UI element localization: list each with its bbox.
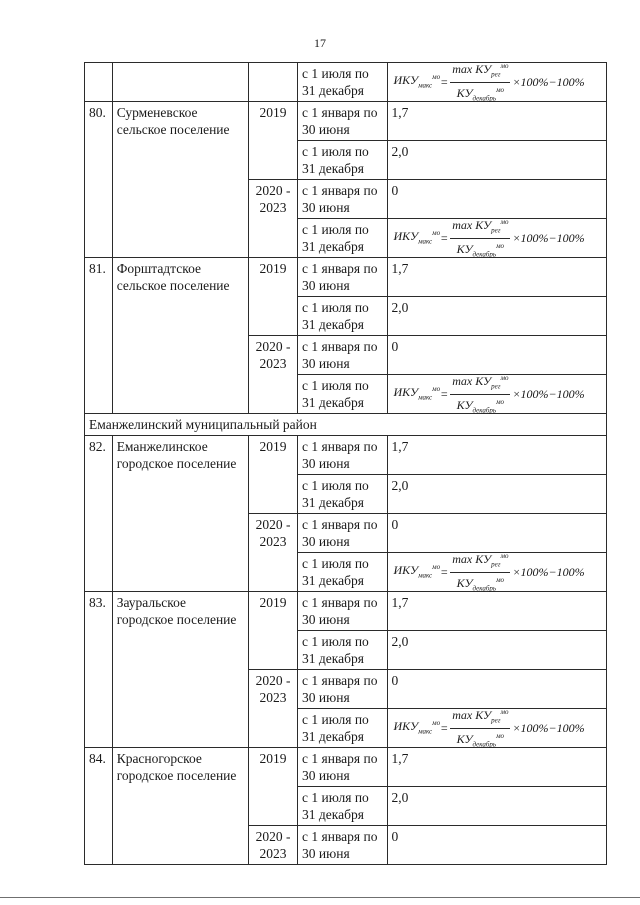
period-cell: с 1 июля по 31 декабря	[298, 63, 387, 102]
tariff-table	[84, 62, 607, 865]
formula	[392, 218, 602, 258]
value-cell: 0	[387, 514, 606, 553]
year-range-cell: 2020 - 2023	[249, 670, 298, 748]
formula	[392, 374, 602, 414]
formula-lhs: $ИКУ_{макс}^{мо}$	[393, 563, 441, 580]
year-cell: 2019	[249, 436, 298, 514]
value-cell: 2,0	[387, 475, 606, 514]
formula-tail: ×100%−100%	[512, 230, 585, 245]
period-cell: с 1 июля по 31 декабря	[298, 787, 387, 826]
table-row	[85, 63, 607, 102]
entry-number: 82.	[85, 436, 113, 592]
period-cell: с 1 января по 30 июня	[298, 436, 387, 475]
value-cell: 0	[387, 826, 606, 865]
value-cell: 1,7	[387, 258, 606, 297]
year-range-cell: 2020 - 2023	[249, 180, 298, 258]
formula	[392, 552, 602, 592]
entry-number: 81.	[85, 258, 113, 414]
period-cell: с 1 июля по 31 декабря	[298, 219, 387, 258]
entry-number: 84.	[85, 748, 113, 865]
region-title: Еманжелинский муниципальный район	[85, 414, 607, 436]
formula-fraction	[450, 215, 510, 261]
formula-cell	[387, 709, 606, 748]
entry-name: Форштадтское сельское поселение	[112, 258, 248, 414]
period-cell: с 1 июля по 31 декабря	[298, 709, 387, 748]
period-cell: с 1 июля по 31 декабря	[298, 297, 387, 336]
value-cell: 0	[387, 336, 606, 375]
entry-number: 83.	[85, 592, 113, 748]
cell-empty	[112, 63, 248, 102]
period-cell: с 1 января по 30 июня	[298, 670, 387, 709]
formula-tail: ×100%−100%	[512, 564, 585, 579]
table-row	[85, 436, 607, 475]
value-cell: 1,7	[387, 748, 606, 787]
cell-empty	[85, 63, 113, 102]
year-cell: 2019	[249, 102, 298, 180]
year-cell: 2019	[249, 748, 298, 826]
value-cell: 0	[387, 180, 606, 219]
table-row	[85, 102, 607, 141]
formula-denominator: $КУ_{декабрь}^{мо}$	[456, 575, 505, 592]
period-cell: с 1 июля по 31 декабря	[298, 375, 387, 414]
formula-numerator: $\max КУ_{рег}^{мо}$	[450, 549, 510, 572]
formula	[392, 62, 602, 102]
year-range-cell: 2020 - 2023	[249, 826, 298, 865]
formula-tail: ×100%−100%	[512, 720, 585, 735]
year-range-cell: 2020 - 2023	[249, 514, 298, 592]
formula-tail: ×100%−100%	[512, 74, 585, 89]
formula-cell	[387, 219, 606, 258]
equals-sign: =	[440, 564, 449, 579]
period-cell: с 1 января по 30 июня	[298, 826, 387, 865]
formula-lhs: $ИКУ_{макс}^{мо}$	[393, 385, 441, 402]
value-cell: 1,7	[387, 436, 606, 475]
value-cell: 2,0	[387, 141, 606, 180]
equals-sign: =	[440, 230, 449, 245]
formula-numerator: $\max КУ_{рег}^{мо}$	[450, 215, 510, 238]
entry-name: Еманжелинское городское поселение	[112, 436, 248, 592]
formula-fraction	[450, 705, 510, 751]
table-row	[85, 258, 607, 297]
year-cell: 2019	[249, 258, 298, 336]
value-cell: 2,0	[387, 297, 606, 336]
region-row	[85, 414, 607, 436]
table-row	[85, 592, 607, 631]
year-cell: 2019	[249, 592, 298, 670]
formula-fraction	[450, 59, 510, 105]
equals-sign: =	[440, 74, 449, 89]
table-row	[85, 748, 607, 787]
value-cell: 2,0	[387, 631, 606, 670]
formula-cell	[387, 553, 606, 592]
equals-sign: =	[440, 720, 449, 735]
period-cell: с 1 июля по 31 декабря	[298, 475, 387, 514]
entry-name: Красногорское городское поселение	[112, 748, 248, 865]
page-number: 17	[314, 36, 326, 50]
value-cell: 1,7	[387, 102, 606, 141]
formula-denominator: $КУ_{декабрь}^{мо}$	[456, 85, 505, 102]
value-cell: 2,0	[387, 787, 606, 826]
period-cell: с 1 января по 30 июня	[298, 180, 387, 219]
formula	[392, 708, 602, 748]
formula-cell	[387, 375, 606, 414]
period-cell: с 1 июля по 31 декабря	[298, 631, 387, 670]
period-cell: с 1 января по 30 июня	[298, 514, 387, 553]
period-cell: с 1 января по 30 июня	[298, 748, 387, 787]
page-bottom-rule	[0, 897, 640, 898]
formula-numerator: $\max КУ_{рег}^{мо}$	[450, 371, 510, 394]
period-cell: с 1 июля по 31 декабря	[298, 141, 387, 180]
formula-fraction	[450, 549, 510, 595]
formula-fraction	[450, 371, 510, 417]
formula-numerator: $\max КУ_{рег}^{мо}$	[450, 59, 510, 82]
period-cell: с 1 января по 30 июня	[298, 592, 387, 631]
period-cell: с 1 января по 30 июня	[298, 102, 387, 141]
period-cell: с 1 января по 30 июня	[298, 258, 387, 297]
cell-empty	[249, 63, 298, 102]
value-cell: 0	[387, 670, 606, 709]
formula-cell	[387, 63, 606, 102]
formula-denominator: $КУ_{декабрь}^{мо}$	[456, 241, 505, 258]
formula-lhs: $ИКУ_{макс}^{мо}$	[393, 719, 441, 736]
equals-sign: =	[440, 386, 449, 401]
formula-lhs: $ИКУ_{макс}^{мо}$	[393, 73, 441, 90]
entry-number: 80.	[85, 102, 113, 258]
formula-denominator: $КУ_{декабрь}^{мо}$	[456, 397, 505, 414]
entry-name: Зауральское городское поселение	[112, 592, 248, 748]
period-cell: с 1 января по 30 июня	[298, 336, 387, 375]
formula-tail: ×100%−100%	[512, 386, 585, 401]
value-cell: 1,7	[387, 592, 606, 631]
formula-lhs: $ИКУ_{макс}^{мо}$	[393, 229, 441, 246]
period-cell: с 1 июля по 31 декабря	[298, 553, 387, 592]
year-range-cell: 2020 - 2023	[249, 336, 298, 414]
formula-numerator: $\max КУ_{рег}^{мо}$	[450, 705, 510, 728]
formula-denominator: $КУ_{декабрь}^{мо}$	[456, 731, 505, 748]
entry-name: Сурменевское сельское поселение	[112, 102, 248, 258]
